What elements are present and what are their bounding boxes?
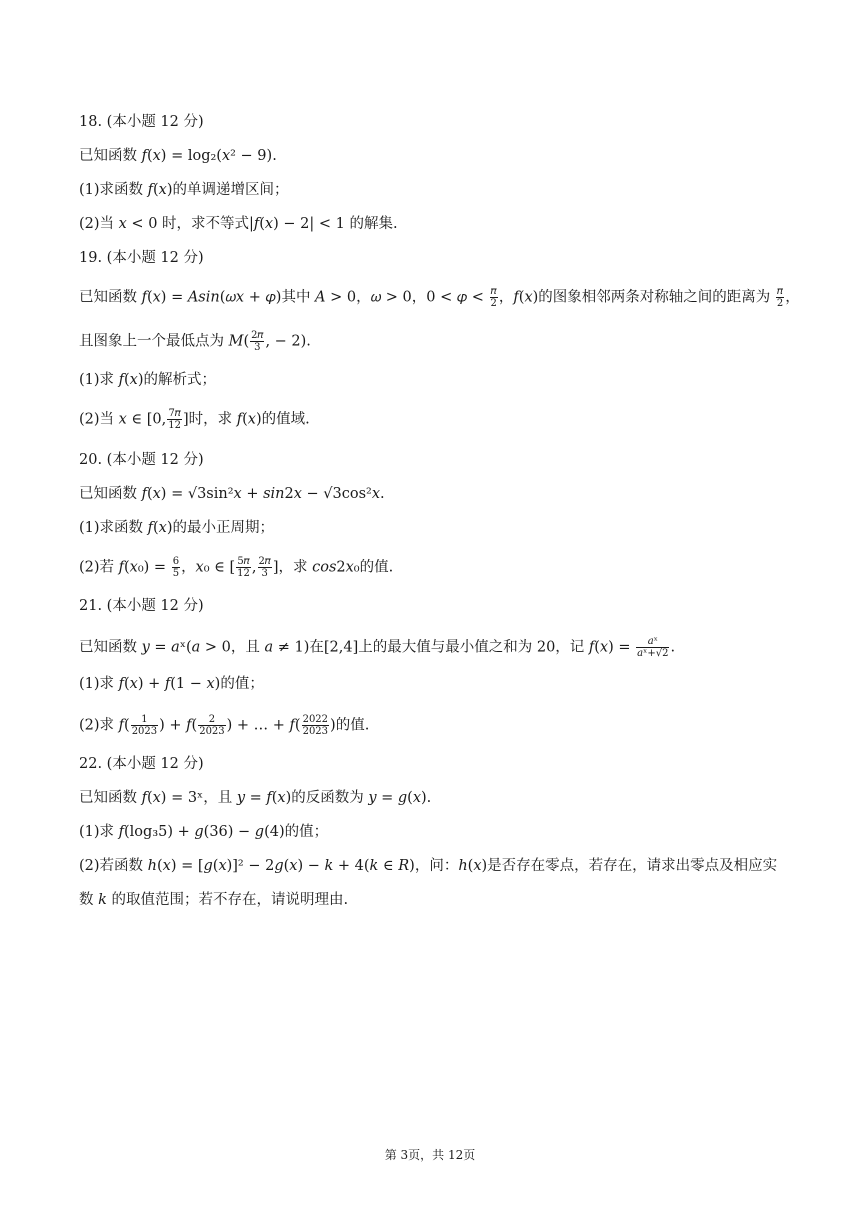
q21-part1: (1)求 𝑓(𝑥) + 𝑓(1 − 𝑥)的值； bbox=[79, 676, 264, 692]
fraction-numerator: 2𝜋 bbox=[251, 330, 264, 341]
q21-part2-a: (2)求 𝑓( bbox=[79, 717, 130, 734]
q20-part2-d: ]，求 𝑐𝑜𝑠2𝑥₀的值. bbox=[272, 559, 394, 576]
fraction-numerator: 2022 bbox=[302, 714, 329, 725]
fraction-denominator: 2 bbox=[776, 298, 784, 309]
q21-fraction-2-over-2023 bbox=[198, 714, 225, 737]
q19-stem-b: ，𝑓(𝑥)的图象相邻两条对称轴之间的距离为 bbox=[498, 289, 771, 306]
q19-part1: (1)求 𝑓(𝑥)的解析式； bbox=[79, 372, 217, 388]
q21-fraction-1-over-2023 bbox=[131, 714, 158, 737]
q18-part1: (1)求函数 𝑓(𝑥)的单调递增区间； bbox=[79, 182, 289, 198]
fraction-numerator: 2𝜋 bbox=[258, 556, 271, 567]
q22-part2-line1: (2)若函数 ℎ(𝑥) = [𝑔(𝑥)]² − 2𝑔(𝑥) − 𝑘 + 4(𝑘 ∈ 𝑅)，问：ℎ(𝑥)是否存在零点，若存在，请求出零点及相应实 bbox=[79, 858, 778, 874]
q19-part2-a: (2)当 𝑥 ∈ [0, bbox=[79, 411, 167, 428]
q20-part2-c: , bbox=[251, 559, 257, 576]
fraction-denominator: 12 bbox=[237, 568, 250, 579]
q19-fraction-distance bbox=[776, 286, 784, 309]
q21-part2-b: ) + 𝑓( bbox=[159, 717, 198, 734]
q20-stem: 已知函数 𝑓(𝑥) = √3sin²𝑥 + 𝑠𝑖𝑛2𝑥 − √3cos²𝑥. bbox=[79, 486, 385, 502]
q22-header: 22. (本小题 12 分) bbox=[79, 756, 204, 772]
page-footer: 第 3页，共 12页 bbox=[384, 1148, 476, 1162]
fraction-denominator: 𝑎ˣ+√2 bbox=[637, 648, 669, 659]
fraction-numerator: 𝜋 bbox=[777, 286, 784, 297]
q20-part2-b: ，𝑥₀ ∈ [ bbox=[181, 559, 236, 576]
fraction-numerator: 6 bbox=[172, 556, 180, 567]
q19-header: 19. (本小题 12 分) bbox=[79, 250, 204, 266]
q19-stem-line2 bbox=[79, 330, 311, 353]
q19-stem-a: 已知函数 𝑓(𝑥) = 𝐴𝑠𝑖𝑛(𝜔𝑥 + 𝜑)其中 𝐴 > 0，𝜔 > 0，0 < 𝜑 < bbox=[79, 289, 484, 306]
q19-fraction-2pi-over-3 bbox=[250, 330, 264, 353]
q21-fraction-f bbox=[636, 636, 669, 659]
fraction-numerator: 1 bbox=[131, 714, 158, 726]
q21-header: 21. (本小题 12 分) bbox=[79, 598, 204, 614]
q22-part2-line2: 数 𝑘 的取值范围；若不存在，请说明理由. bbox=[79, 892, 349, 908]
fraction-numerator: 7𝜋 bbox=[168, 408, 181, 419]
q18-part2: (2)当 𝑥 < 0 时，求不等式|𝑓(𝑥) − 2| < 1 的解集. bbox=[79, 216, 398, 232]
fraction-denominator: 3 bbox=[261, 568, 268, 579]
fraction-denominator: 5 bbox=[172, 568, 180, 579]
q19-fraction-7pi-over-12 bbox=[167, 408, 182, 431]
q18-stem: 已知函数 𝑓(𝑥) = log₂(𝑥² − 9). bbox=[79, 148, 277, 164]
q20-part2 bbox=[79, 556, 393, 579]
q21-fraction-2022-over-2023 bbox=[302, 714, 329, 737]
q19-stem bbox=[79, 286, 800, 309]
fraction-denominator: 12 bbox=[168, 420, 182, 431]
q19-part2-b: ]时，求 𝑓(𝑥)的值域. bbox=[183, 411, 310, 428]
fraction-denominator: 2023 bbox=[199, 726, 225, 737]
q21-stem bbox=[79, 636, 675, 659]
fraction-numerator: 𝜋 bbox=[490, 286, 497, 297]
fraction-denominator: 2 bbox=[490, 298, 497, 309]
q19-fraction-pi-over-2 bbox=[490, 286, 498, 309]
q20-part2-a: (2)若 𝑓(𝑥₀) = bbox=[79, 559, 167, 576]
q22-part1: (1)求 𝑓(log₃5) + 𝑔(36) − 𝑔(4)的值； bbox=[79, 824, 329, 840]
q19-line2-b: , − 2). bbox=[265, 333, 311, 350]
q19-stem-c: ， bbox=[785, 289, 800, 306]
q18-header: 18. (本小题 12 分) bbox=[79, 114, 204, 130]
q20-header: 20. (本小题 12 分) bbox=[79, 452, 204, 468]
q21-part2 bbox=[79, 714, 369, 737]
q21-part2-c: ) + … + 𝑓( bbox=[226, 717, 301, 734]
q20-fraction-2pi-over-3 bbox=[258, 556, 272, 579]
fraction-denominator: 2023 bbox=[302, 726, 329, 737]
fraction-numerator: 2 bbox=[198, 714, 225, 726]
q22-stem: 已知函数 𝑓(𝑥) = 3ˣ，且 𝑦 = 𝑓(𝑥)的反函数为 𝑦 = 𝑔(𝑥). bbox=[79, 790, 432, 806]
q20-fraction-6-over-5 bbox=[172, 556, 180, 579]
q19-line2-a: 且图象上一个最低点为 𝑀( bbox=[79, 333, 250, 350]
fraction-numerator: 5𝜋 bbox=[237, 556, 250, 567]
q21-part2-d: )的值. bbox=[330, 717, 370, 734]
fraction-denominator: 3 bbox=[254, 342, 261, 353]
q20-part1: (1)求函数 𝑓(𝑥)的最小正周期； bbox=[79, 520, 275, 536]
q21-stem-a: 已知函数 𝑦 = 𝑎ˣ(𝑎 > 0，且 𝑎 ≠ 1)在[2,4]上的最大值与最小值之和为 20，记 𝑓(𝑥) = bbox=[79, 639, 631, 656]
q20-fraction-5pi-over-12 bbox=[236, 556, 251, 579]
q21-stem-b: . bbox=[670, 639, 676, 656]
fraction-denominator: 2023 bbox=[131, 726, 158, 737]
fraction-numerator: 𝑎ˣ bbox=[636, 636, 669, 648]
q19-part2 bbox=[79, 408, 310, 431]
